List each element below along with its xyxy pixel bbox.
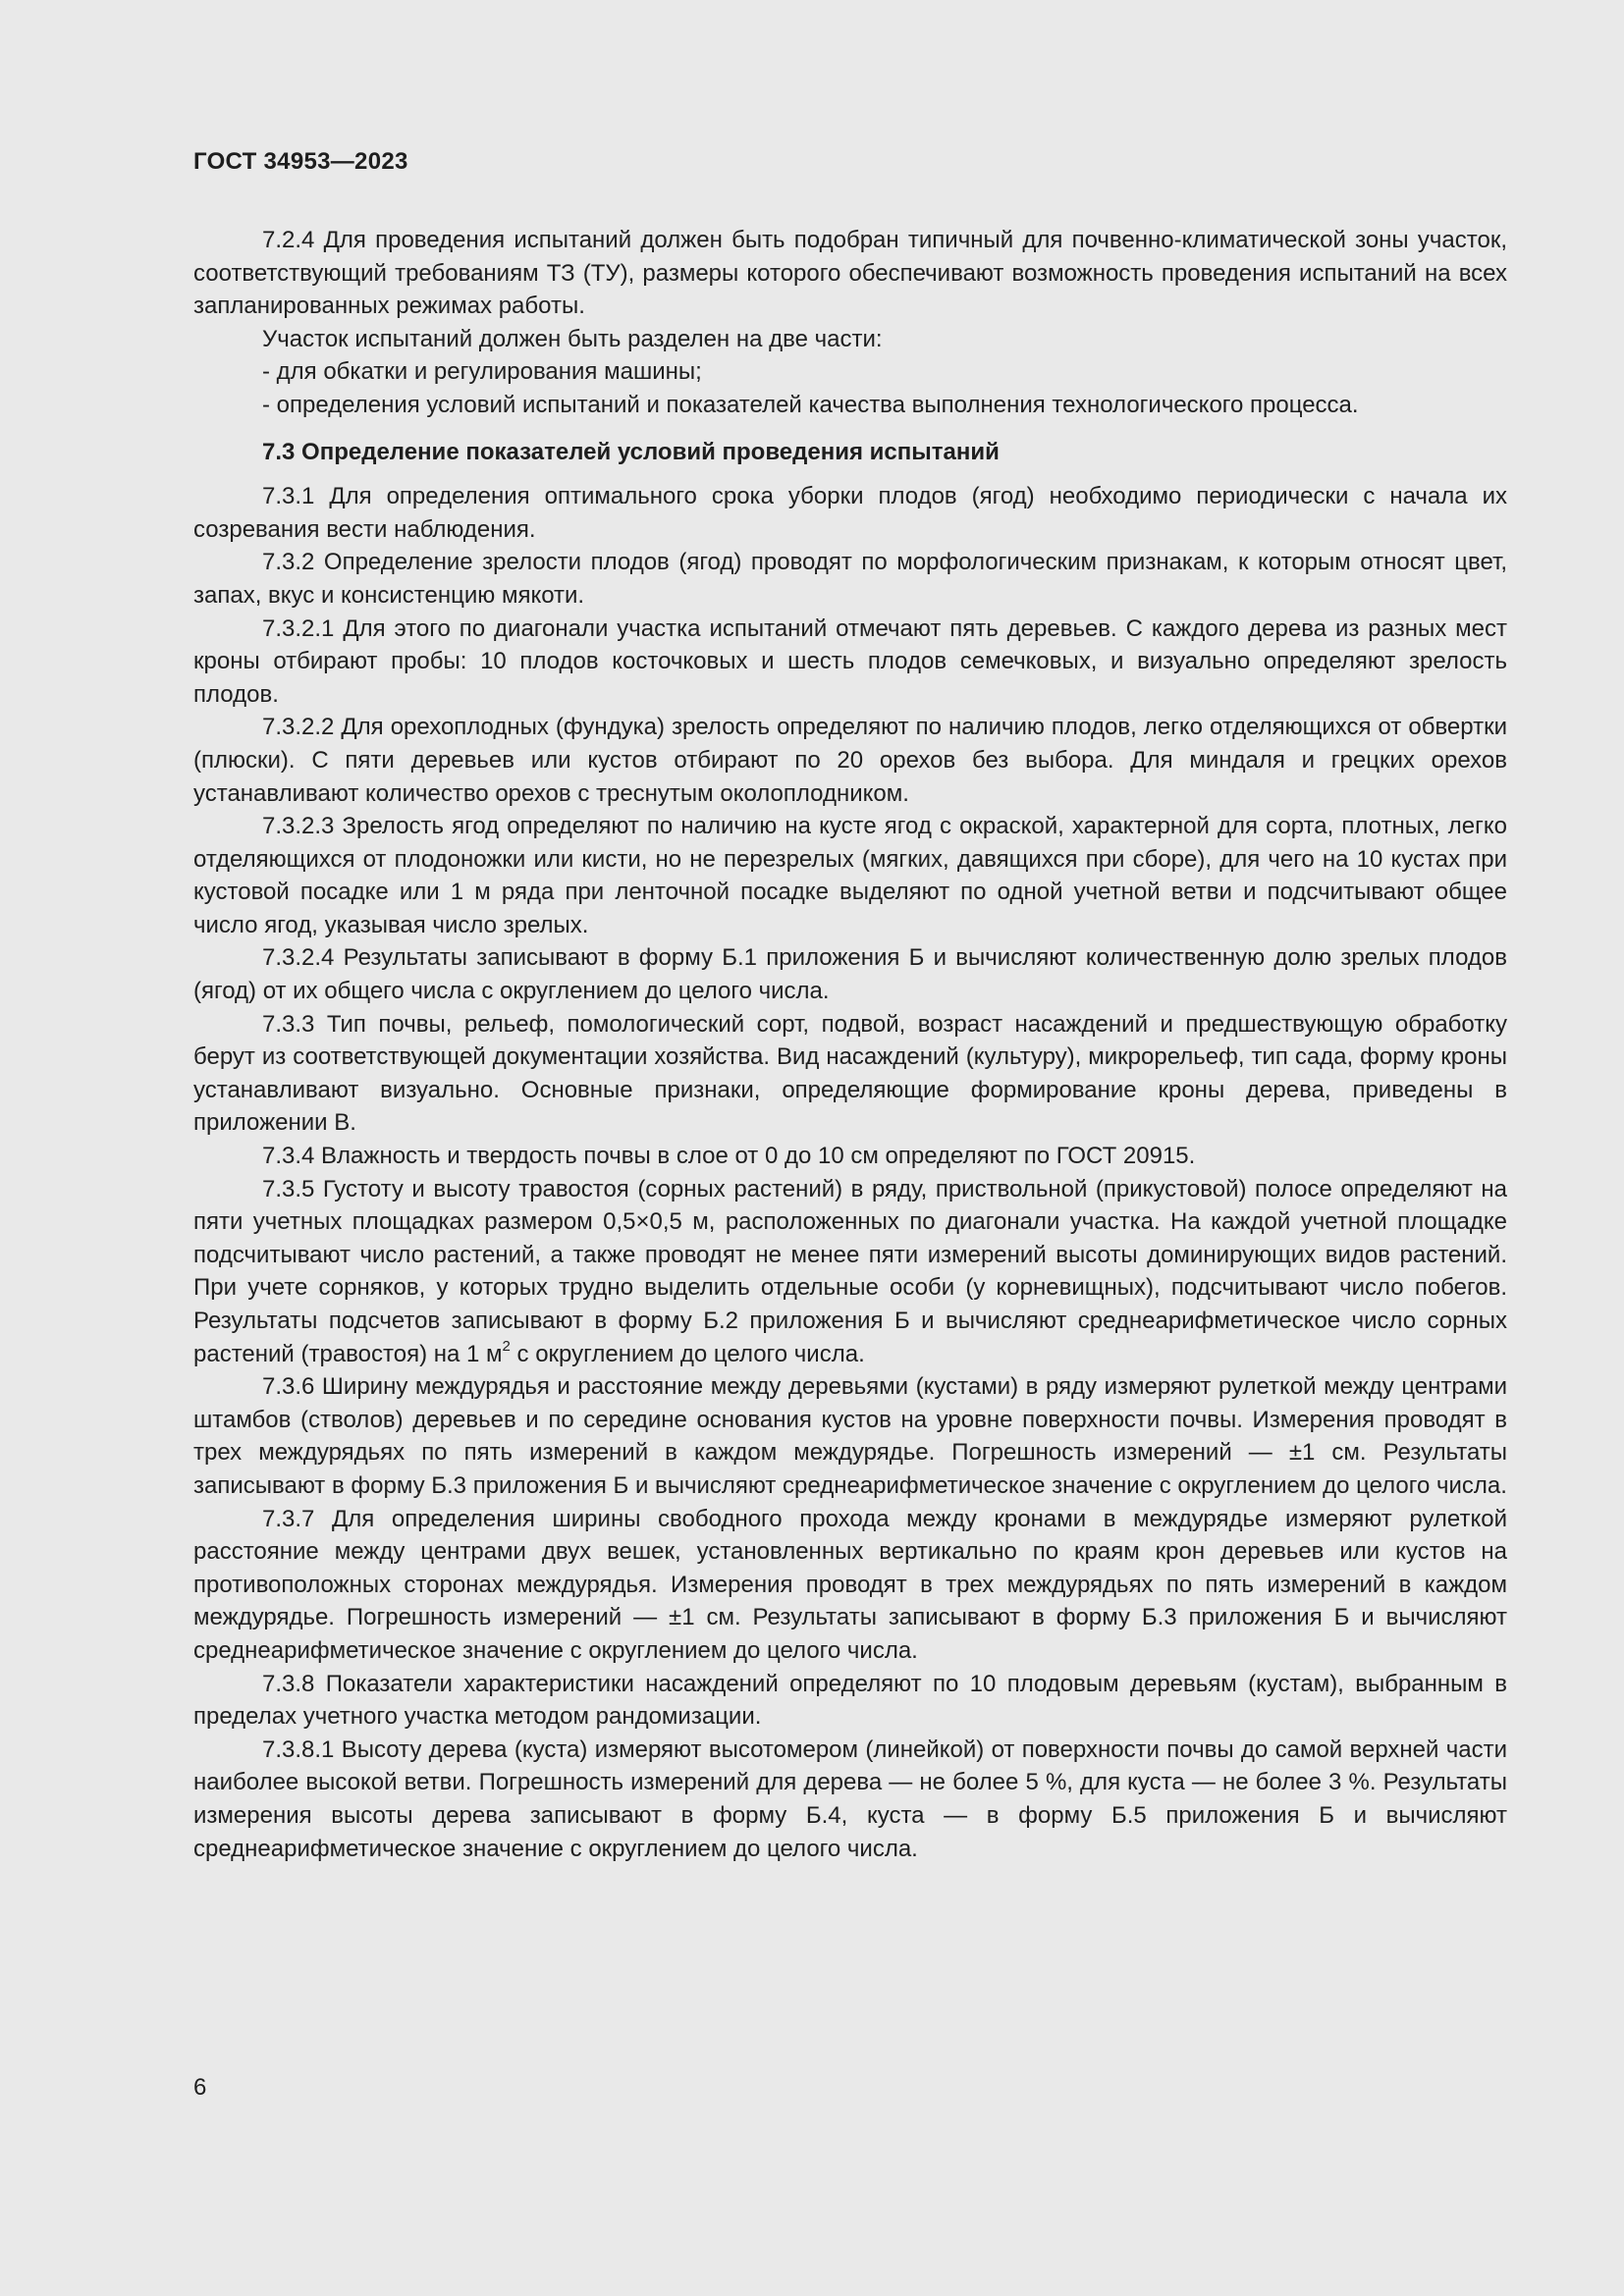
- list-item-break-in: - для обкатки и регулирования машины;: [262, 358, 702, 386]
- paragraph-7-3-8-1: 7.3.8.1 Высоту дерева (куста) измеряют высотомером (линейкой) от поверхности почвы до самой верхней части наиболее высокой ветви. Погрешность измерений для дерева — не более 5 %, для куста — не более 3 %. Результаты измерения высоты дерева записывают в форму Б.4, куста — в форму Б.5 приложения Б и вычисляют среднеарифметическое значение с округлением до целого числа.: [193, 1735, 1507, 1862]
- paragraph-7-2-4-parts: Участок испытаний должен быть разделен на две части:: [262, 325, 883, 352]
- list-item-test-conditions: - определения условий испытаний и показателей качества выполнения технологического процесса.: [262, 391, 1359, 418]
- paragraph-7-3-5-end: с округлением до целого числа.: [510, 1340, 865, 1367]
- document-header: ГОСТ 34953—2023: [193, 148, 408, 175]
- paragraph-7-3-2-2: 7.3.2.2 Для орехоплодных (фундука) зрелость определяют по наличию плодов, легко отделяющихся от обвертки (плюски). С пяти деревьев или кустов отбирают по 20 орехов без выбора. Для миндаля и грецких орехов устанавливают количество орехов с треснутым околоплодником.: [193, 714, 1507, 807]
- paragraph-7-3-3: 7.3.3 Тип почвы, рельеф, помологический сорт, подвой, возраст насаждений и предшествующую обработку берут из соответствующей документации хозяйства. Вид насаждений (культуру), микрорельеф, тип сада, форму кроны устанавливают визуально. Основные признаки, определяющие формирование кроны дерева, приведены в приложении В.: [193, 1010, 1507, 1137]
- paragraph-7-3-4: 7.3.4 Влажность и твердость почвы в слое от 0 до 10 см определяют по ГОСТ 20915.: [262, 1143, 1196, 1170]
- paragraph-7-2-4: 7.2.4 Для проведения испытаний должен быть подобран типичный для почвенно-климатической зоны участок, соответствующий требованиям ТЗ (ТУ), размеры которого обеспечивают возможность проведения испытаний на всех запланированных режимах работы.: [193, 227, 1507, 320]
- superscript-squared: 2: [502, 1337, 511, 1355]
- paragraph-7-3-2-3: 7.3.2.3 Зрелость ягод определяют по наличию на кусте ягод с окраской, характерной для сорта, плотных, легко отделяющихся от плодоножки или кисти, но не перезрелых (мягких, давящихся при сборе), для чего на 10 кустах при кустовой посадке или 1 м ряда при ленточной посадке выделяют по одной учетной ветви и подсчитывают общее число ягод, указывая число зрелых.: [193, 813, 1507, 938]
- section-heading-7-3: 7.3 Определение показателей условий проведения испытаний: [262, 438, 1000, 465]
- paragraph-7-3-2-4: 7.3.2.4 Результаты записывают в форму Б.1 приложения Б и вычисляют количественную долю зрелых плодов (ягод) от их общего числа с округлением до целого числа.: [193, 944, 1507, 1005]
- paragraph-7-3-8: 7.3.8 Показатели характеристики насаждений определяют по 10 плодовым деревьям (кустам), выбранным в пределах учетного участка методом рандомизации.: [193, 1670, 1507, 1731]
- paragraph-7-3-1: 7.3.1 Для определения оптимального срока уборки плодов (ягод) необходимо периодически с начала их созревания вести наблюдения.: [193, 483, 1507, 543]
- paragraph-7-3-7: 7.3.7 Для определения ширины свободного прохода между кронами в междурядье измеряют рулеткой расстояние между центрами двух вешек, установленных вертикально по краям крон деревьев или кустов на противоположных сторонах междурядья. Измерения проводят в трех междурядьях по пять измерений в каждом междурядье. Погрешность измерений — ±1 см. Результаты записывают в форму Б.3 приложения Б и вычисляют среднеарифметическое значение с округлением до целого числа.: [193, 1505, 1507, 1664]
- paragraph-7-3-2-1: 7.3.2.1 Для этого по диагонали участка испытаний отмечают пять деревьев. С каждого дерева из разных мест кроны отбирают пробы: 10 плодов косточковых и шесть плодов семечковых, и визуально определяют зрелость плодов.: [193, 614, 1507, 708]
- page-number: 6: [193, 2074, 207, 2101]
- paragraph-7-3-5: [193, 1173, 1507, 1371]
- document-body: [193, 224, 1507, 1865]
- paragraph-7-3-6: 7.3.6 Ширину междурядья и расстояние между деревьями (кустами) в ряду измеряют рулеткой между центрами штамбов (стволов) деревьев и по середине основания кустов на уровне поверхности почвы. Измерения проводят в трех междурядьях по пять измерений в каждом междурядье. Погрешность измерений — ±1 см. Результаты записывают в форму Б.3 приложения Б и вычисляют среднеарифметическое значение с округлением до целого числа.: [193, 1373, 1507, 1499]
- paragraph-7-3-2: 7.3.2 Определение зрелости плодов (ягод) проводят по морфологическим признакам, к которым относят цвет, запах, вкус и консистенцию мякоти.: [193, 549, 1507, 609]
- paragraph-7-3-5-text: 7.3.5 Густоту и высоту травостоя (сорных растений) в ряду, приствольной (прикустовой) полосе определяют на пяти учетных площадках размером 0,5×0,5 м, расположенных по диагонали участка. На каждой учетной площадке подсчитывают число растений, а также проводят не менее пяти измерений высоты доминирующих видов растений. При учете сорняков, у которых трудно выделить отдельные особи (у корневищных), подсчитывают число побегов. Результаты подсчетов записывают в форму Б.2 приложения Б и вычисляют среднеарифметическое число сорных растений (травостоя) на 1 м: [193, 1175, 1507, 1367]
